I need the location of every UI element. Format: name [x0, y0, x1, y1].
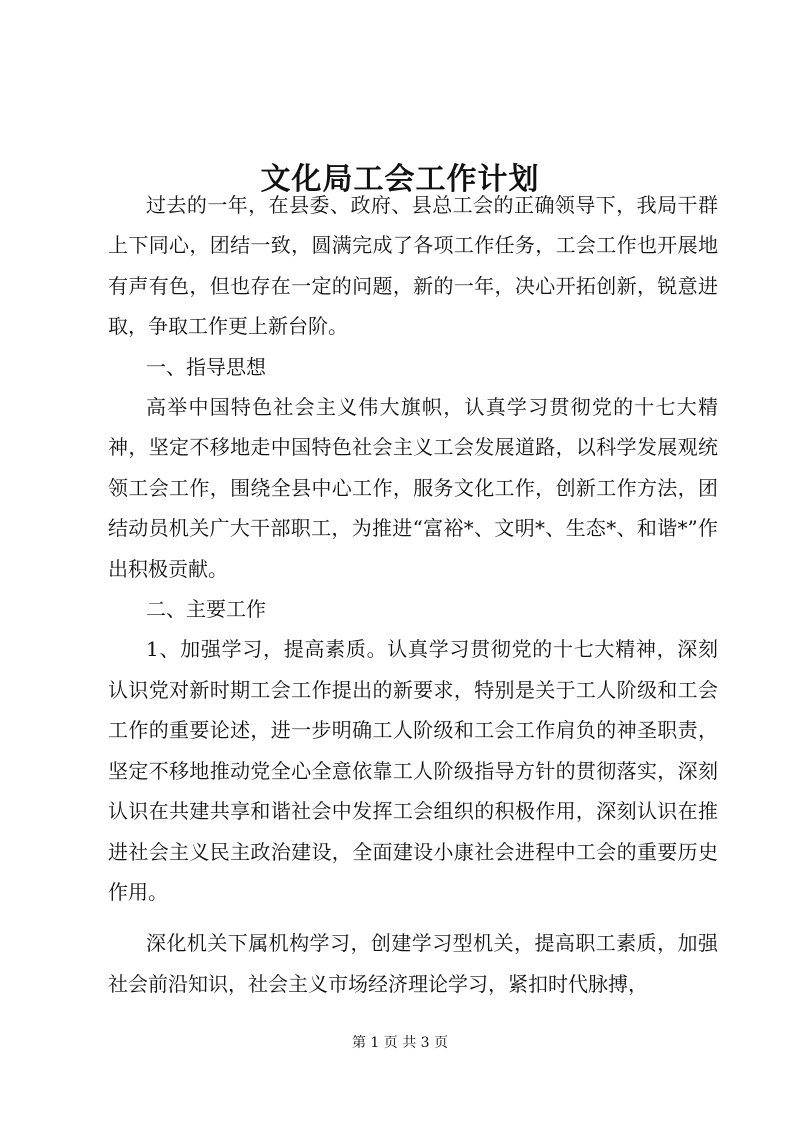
document-body	[108, 185, 718, 1004]
intro-paragraph: 过去的一年，在县委、政府、县总工会的正确领导下，我局干群上下同心，团结一致，圆满完成了各项工作任务，工会工作也开展地有声有色，但也存在一定的问题，新的一年，决心开拓创新，锐意进取，争取工作更上新台阶。	[108, 193, 718, 339]
page-number-footer: 第 1 页 共 3 页	[351, 1035, 449, 1051]
document-title: 文化局工会工作计划	[260, 162, 540, 198]
section-heading-guiding-ideology: 一、指导思想	[146, 354, 266, 379]
section-heading-main-work: 二、主要工作	[146, 597, 266, 622]
deepen-study-paragraph: 深化机关下属机构学习，创建学习型机关，提高职工素质，加强社会前沿知识，社会主义市场经济理论学习，紧扣时代脉搏，	[108, 931, 718, 996]
guiding-ideology-paragraph: 高举中国特色社会主义伟大旗帜，认真学习贯彻党的十七大精神，坚定不移地走中国特色社会主义工会发展道路，以科学发展观统领工会工作，围绕全县中心工作，服务文化工作，创新工作方法，团结动员机关广大干部职工，为推进“富裕*、文明*、生态*、和谐*”作出积极贡献。	[108, 395, 718, 581]
main-work-item-1-paragraph: 1、加强学习，提高素质。认真学习贯彻党的十七大精神，深刻认识党对新时期工会工作提出的新要求，特别是关于工人阶级和工会工作的重要论述，进一步明确工人阶级和工会工作肩负的神圣职责，坚定不移地推动党全心全意依靠工人阶级指导方针的贯彻落实，深刻认识在共建共享和谐社会中发挥工会组织的积极作用，深刻认识在推进社会主义民主政治建设，全面建设小康社会进程中工会的重要历史作用。	[108, 637, 718, 904]
